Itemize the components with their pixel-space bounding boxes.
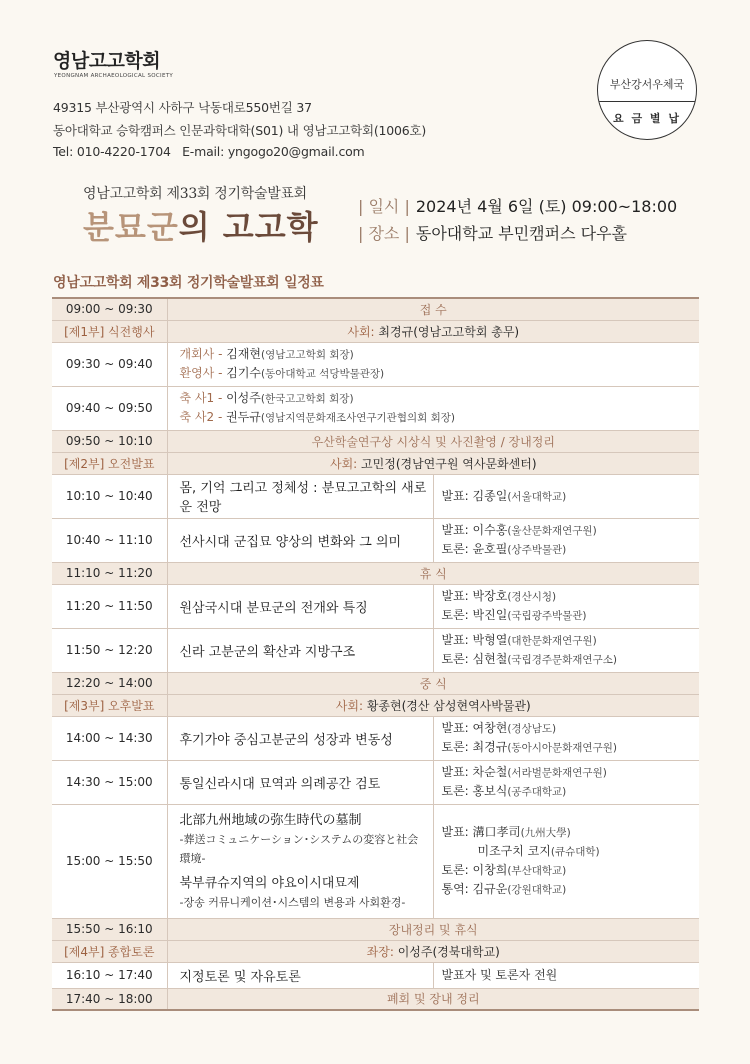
session-label: [제1부] 식전행사 [52, 320, 167, 342]
stamp-divider [598, 101, 696, 102]
presenter-name-ko: 미조구치 코지 [477, 844, 551, 858]
talk-row [52, 474, 699, 518]
role: 토론: [441, 784, 473, 798]
row-break-2 [52, 918, 699, 940]
presenter-name: 溝口孝司 [472, 825, 521, 839]
row-lunch [52, 672, 699, 694]
role: 토론: [441, 740, 473, 754]
session-chair [167, 320, 699, 342]
chair-name: 최경규 [378, 324, 414, 339]
talk-row [52, 518, 699, 562]
time: 09:00 ~ 09:30 [52, 298, 167, 320]
topic-ko: 북부큐슈지역의 야요이시대묘제 [179, 875, 360, 891]
time: 10:40 ~ 11:10 [52, 518, 167, 562]
chair-affiliation: (경남연구원 역사문화센터) [395, 456, 537, 471]
speaker-name: 이성주 [226, 391, 261, 405]
discussant-affiliation: (상주박물관) [507, 544, 567, 556]
speakers [167, 386, 699, 430]
discussant-affiliation: (공주대학교) [507, 786, 567, 798]
time: 11:20 ~ 11:50 [52, 584, 167, 628]
place-value: 동아대학교 부민캠퍼스 다우홀 [415, 224, 627, 243]
time: 14:00 ~ 14:30 [52, 716, 167, 760]
role: 토론: [441, 542, 473, 556]
row-label: 휴 식 [167, 562, 699, 584]
role: 발표: [441, 633, 473, 647]
speaker-affiliation: (동아대학교 석당박물관장) [261, 368, 385, 380]
session-1-header [52, 320, 699, 342]
talk-row [52, 962, 699, 988]
role: 축 사2 - [179, 410, 227, 424]
talk-people [433, 716, 699, 760]
talk-people: 발표자 및 토론자 전원 [433, 962, 699, 988]
discussant-name: 윤호필 [472, 542, 508, 556]
session-chair [167, 940, 699, 962]
date-label: | 일시 | [358, 197, 410, 216]
chair-label: 사회: [329, 456, 362, 471]
presenter-affiliation: (울산문화재연구원) [507, 525, 597, 537]
time: 10:10 ~ 10:40 [52, 474, 167, 518]
role: 토론: [441, 863, 473, 877]
role: 토론: [441, 608, 473, 622]
presenter-affiliation: (서울대학교) [507, 490, 567, 503]
row-break [52, 562, 699, 584]
time: 15:00 ~ 15:50 [52, 804, 167, 918]
speaker-affiliation: (영남고고학회 회장) [261, 349, 354, 361]
discussant-name: 이창희 [472, 863, 508, 877]
chair-name: 이성주 [397, 944, 433, 959]
role: 발표: [441, 523, 473, 537]
presenter-name: 여창현 [472, 721, 508, 735]
row-label: 폐회 및 장내 정리 [167, 988, 699, 1010]
talk-people [433, 760, 699, 804]
presenter-name: 박장호 [472, 589, 508, 603]
discussant-affiliation: (부산대학교) [507, 865, 567, 877]
postage-stamp [597, 40, 697, 140]
session-label: [제2부] 오전발표 [52, 452, 167, 474]
speaker-name: 권두규 [226, 410, 261, 424]
talk-people [433, 584, 699, 628]
presenter-affiliation-ko: (큐슈대학) [550, 846, 600, 858]
row-label: 접 수 [167, 298, 699, 320]
presenter-name: 차순철 [472, 765, 508, 779]
talk-people [433, 474, 699, 518]
row-label: 우산학술연구상 시상식 및 사진촬영 / 장내정리 [167, 430, 699, 452]
time: 09:50 ~ 10:10 [52, 430, 167, 452]
chair-label: 사회: [335, 698, 367, 713]
address-line-2: 동아대학교 승학캠퍼스 인문과학대학(S01) 내 영남고고학회(1006호) [53, 123, 427, 138]
chair-affiliation: (경북대학교) [432, 944, 500, 959]
chair-label: 좌장: [366, 944, 398, 959]
contact-line: Tel: 010-4220-1704 E-mail: yngogo20@gmail.com [53, 144, 365, 159]
row-label: 장내정리 및 휴식 [167, 918, 699, 940]
date-value: 2024년 4월 6일 (토) 09:00~18:00 [415, 197, 678, 216]
chair-label: 사회: [347, 324, 379, 339]
postage-label: 요 금 별 납 [613, 112, 681, 125]
presenter-name: 이수홍 [472, 523, 508, 537]
talk-topic: 후기가야 중심고분군의 성장과 변동성 [167, 716, 433, 760]
presenter-affiliation: (경상남도) [507, 723, 557, 735]
talk-people [433, 804, 699, 918]
speaker-affiliation: (한국고고학회 회장) [260, 393, 354, 405]
topic-jp-sub: -葬送コミュニケーション･システムの変容と社会環境- [179, 832, 419, 865]
interpreter-name: 김규운 [472, 882, 508, 896]
org-name: 영남고고학회 [53, 50, 161, 72]
discussant-affiliation: (국립광주박물관) [507, 610, 587, 622]
session-chair [167, 452, 699, 474]
talk-row [52, 760, 699, 804]
topic-ko-sub: -장송 커뮤니케이션･시스템의 변용과 사회환경- [179, 895, 406, 909]
session-2-header [52, 452, 699, 474]
role: 발표: [441, 589, 473, 603]
presenter-name: 박형열 [472, 633, 508, 647]
talk-topic: 지정토론 및 자유토론 [167, 962, 433, 988]
presenter-name: 김종일 [472, 488, 508, 503]
session-3-header [52, 694, 699, 716]
time: 11:50 ~ 12:20 [52, 628, 167, 672]
chair-name: 고민정 [361, 456, 396, 471]
presenter-affiliation: (九州大學) [520, 827, 571, 839]
event-date [358, 194, 677, 217]
talk-row [52, 716, 699, 760]
time: 16:10 ~ 17:40 [52, 962, 167, 988]
speaker-name: 김기수 [226, 366, 262, 380]
schedule-table [52, 297, 699, 1011]
discussant-affiliation: (동아시아문화재연구원) [507, 742, 617, 754]
talk-row [52, 584, 699, 628]
role: 발표: [441, 825, 473, 839]
title-accent: 분묘군 [83, 208, 179, 246]
talk-topic: 신라 고분군의 확산과 지방구조 [167, 628, 433, 672]
speaker-affiliation: (영남지역문화재조사연구기관협의회 회장) [260, 412, 455, 424]
row-award [52, 430, 699, 452]
session-label: [제3부] 오후발표 [52, 694, 167, 716]
chair-affiliation: (경산 삼성현역사박물관) [401, 698, 531, 713]
row-registration [52, 298, 699, 320]
talk-topic: 몸, 기억 그리고 정체성 : 분묘고고학의 새로운 전망 [167, 474, 433, 518]
speakers [167, 342, 699, 386]
time: 14:30 ~ 15:00 [52, 760, 167, 804]
time: 15:50 ~ 16:10 [52, 918, 167, 940]
session-label: [제4부] 종합토론 [52, 940, 167, 962]
session-chair [167, 694, 699, 716]
address-line-1: 49315 부산광역시 사하구 낙동대로550번길 37 [53, 100, 312, 115]
talk-row [52, 804, 699, 918]
time: 17:40 ~ 18:00 [52, 988, 167, 1010]
role: 토론: [441, 652, 473, 666]
presenter-affiliation: (경산시청) [507, 591, 557, 603]
role: 발표: [441, 765, 473, 779]
schedule-title: 영남고고학회 제33회 정기학술발표회 일정표 [53, 275, 324, 291]
row-closing [52, 988, 699, 1010]
presenter-affiliation: (대한문화재연구원) [507, 635, 597, 647]
talk-people [433, 628, 699, 672]
time: 11:10 ~ 11:20 [52, 562, 167, 584]
talk-topic [167, 804, 433, 918]
role: 발표: [441, 721, 473, 735]
row-label: 중 식 [167, 672, 699, 694]
event-title [83, 202, 319, 248]
title-rest: 의 고고학 [178, 208, 319, 246]
place-label: | 장소 | [358, 224, 410, 243]
role: 축 사1 - [179, 391, 227, 405]
chair-affiliation: (영남고고학회 총무) [413, 324, 520, 339]
discussant-name: 최경규 [472, 740, 508, 754]
discussant-name: 심현철 [472, 652, 508, 666]
role: 통역: [441, 882, 473, 896]
time: 09:30 ~ 09:40 [52, 342, 167, 386]
event-place [358, 221, 627, 244]
role: 환영사 - [179, 366, 227, 380]
talk-topic: 통일신라시대 묘역과 의례공간 검토 [167, 760, 433, 804]
talk-people [433, 518, 699, 562]
discussant-name: 박진일 [472, 608, 508, 622]
discussant-affiliation: (국립경주문화재연구소) [507, 654, 617, 666]
role: 발표: [441, 488, 473, 503]
org-name-en: YEONGNAM ARCHAEOLOGICAL SOCIETY [54, 73, 174, 79]
talk-topic: 선사시대 군집묘 양상의 변화와 그 의미 [167, 518, 433, 562]
row-congratulations [52, 386, 699, 430]
presenter-affiliation: (서라벌문화재연구원) [507, 767, 607, 779]
row-opening [52, 342, 699, 386]
topic-jp: 北部九州地域の弥生時代の墓制 [179, 812, 362, 828]
speaker-name: 김재현 [226, 347, 262, 361]
interpreter-affiliation: (강원대학교) [507, 884, 567, 896]
event-subtitle: 영남고고학회 제33회 정기학술발표회 [83, 186, 307, 202]
time: 09:40 ~ 09:50 [52, 386, 167, 430]
postage-office: 부산강서우체국 [609, 78, 685, 91]
discussant-name: 홍보식 [472, 784, 508, 798]
role: 개회사 - [179, 347, 227, 361]
time: 12:20 ~ 14:00 [52, 672, 167, 694]
talk-topic: 원삼국시대 분묘군의 전개와 특징 [167, 584, 433, 628]
session-4-header [52, 940, 699, 962]
chair-name: 황종현 [366, 698, 402, 713]
talk-row [52, 628, 699, 672]
